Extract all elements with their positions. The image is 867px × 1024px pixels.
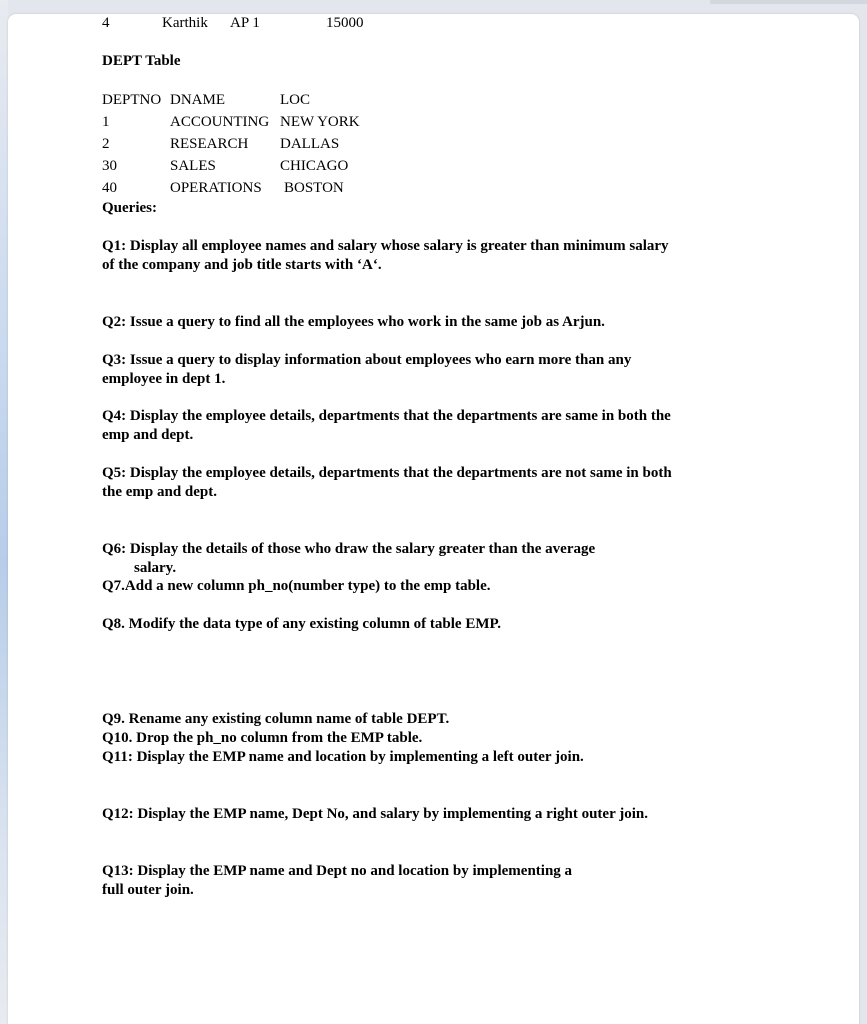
dept-cell: BOSTON <box>284 180 344 196</box>
dept-cell: NEW YORK <box>280 114 360 130</box>
dept-cell: OPERATIONS <box>170 180 262 196</box>
queries-heading: Queries: <box>102 200 157 216</box>
query-q1-line2: of the company and job title starts with ‘A‘. <box>102 257 382 273</box>
window-left-edge <box>0 0 8 1024</box>
query-q8-line1: Q8. Modify the data type of any existing column of table EMP. <box>102 616 502 632</box>
query-q3-line1: Q3: Issue a query to display information about employees who earn more than any <box>102 352 632 368</box>
query-q6-line1: Q6: Display the details of those who draw the salary greater than the average <box>102 541 596 557</box>
query-q4-line1: Q4: Display the employee details, departments that the departments are same in both the <box>102 408 671 424</box>
query-q13-line1: Q13: Display the EMP name and Dept no and location by implementing a <box>102 863 573 879</box>
dept-cell: 30 <box>102 158 117 174</box>
emp-row-no: 4 <box>102 15 110 31</box>
dept-table-heading: DEPT Table <box>102 53 181 69</box>
dept-header-dname: DNAME <box>170 92 225 108</box>
dept-cell: 40 <box>102 180 117 196</box>
query-q4-line2: emp and dept. <box>102 427 194 443</box>
query-q2-line1: Q2: Issue a query to find all the employees who work in the same job as Arjun. <box>102 314 605 330</box>
query-q12-line1: Q12: Display the EMP name, Dept No, and salary by implementing a right outer join. <box>102 806 648 822</box>
emp-row-salary: 15000 <box>326 15 364 31</box>
query-q11-line1: Q11: Display the EMP name and location by implementing a left outer join. <box>102 749 584 765</box>
query-q6-line2: salary. <box>134 560 177 576</box>
query-q13-line2: full outer join. <box>102 882 194 898</box>
dept-cell: 1 <box>102 114 110 130</box>
dept-cell: ACCOUNTING <box>170 114 270 130</box>
query-q5-line1: Q5: Display the employee details, departments that the departments are not same in both <box>102 465 672 481</box>
dept-cell: DALLAS <box>280 136 340 152</box>
emp-row-name: Karthik <box>162 15 208 31</box>
dept-cell: RESEARCH <box>170 136 249 152</box>
document-page <box>8 14 859 1024</box>
dept-header-deptno: DEPTNO <box>102 92 162 108</box>
query-q7-line1: Q7.Add a new column ph_no(number type) to the emp table. <box>102 578 491 594</box>
dept-cell: 2 <box>102 136 110 152</box>
query-q1-line1: Q1: Display all employee names and salary whose salary is greater than minimum salary <box>102 238 669 254</box>
dept-header-loc: LOC <box>280 92 310 108</box>
query-q9-line1: Q9. Rename any existing column name of table DEPT. <box>102 711 450 727</box>
query-q10-line1: Q10. Drop the ph_no column from the EMP table. <box>102 730 423 746</box>
query-q5-line2: the emp and dept. <box>102 484 218 500</box>
dept-cell: CHICAGO <box>280 158 349 174</box>
query-q3-line2: employee in dept 1. <box>102 371 226 387</box>
window-top-strip <box>710 0 867 4</box>
emp-row-job: AP 1 <box>230 15 260 31</box>
dept-cell: SALES <box>170 158 216 174</box>
